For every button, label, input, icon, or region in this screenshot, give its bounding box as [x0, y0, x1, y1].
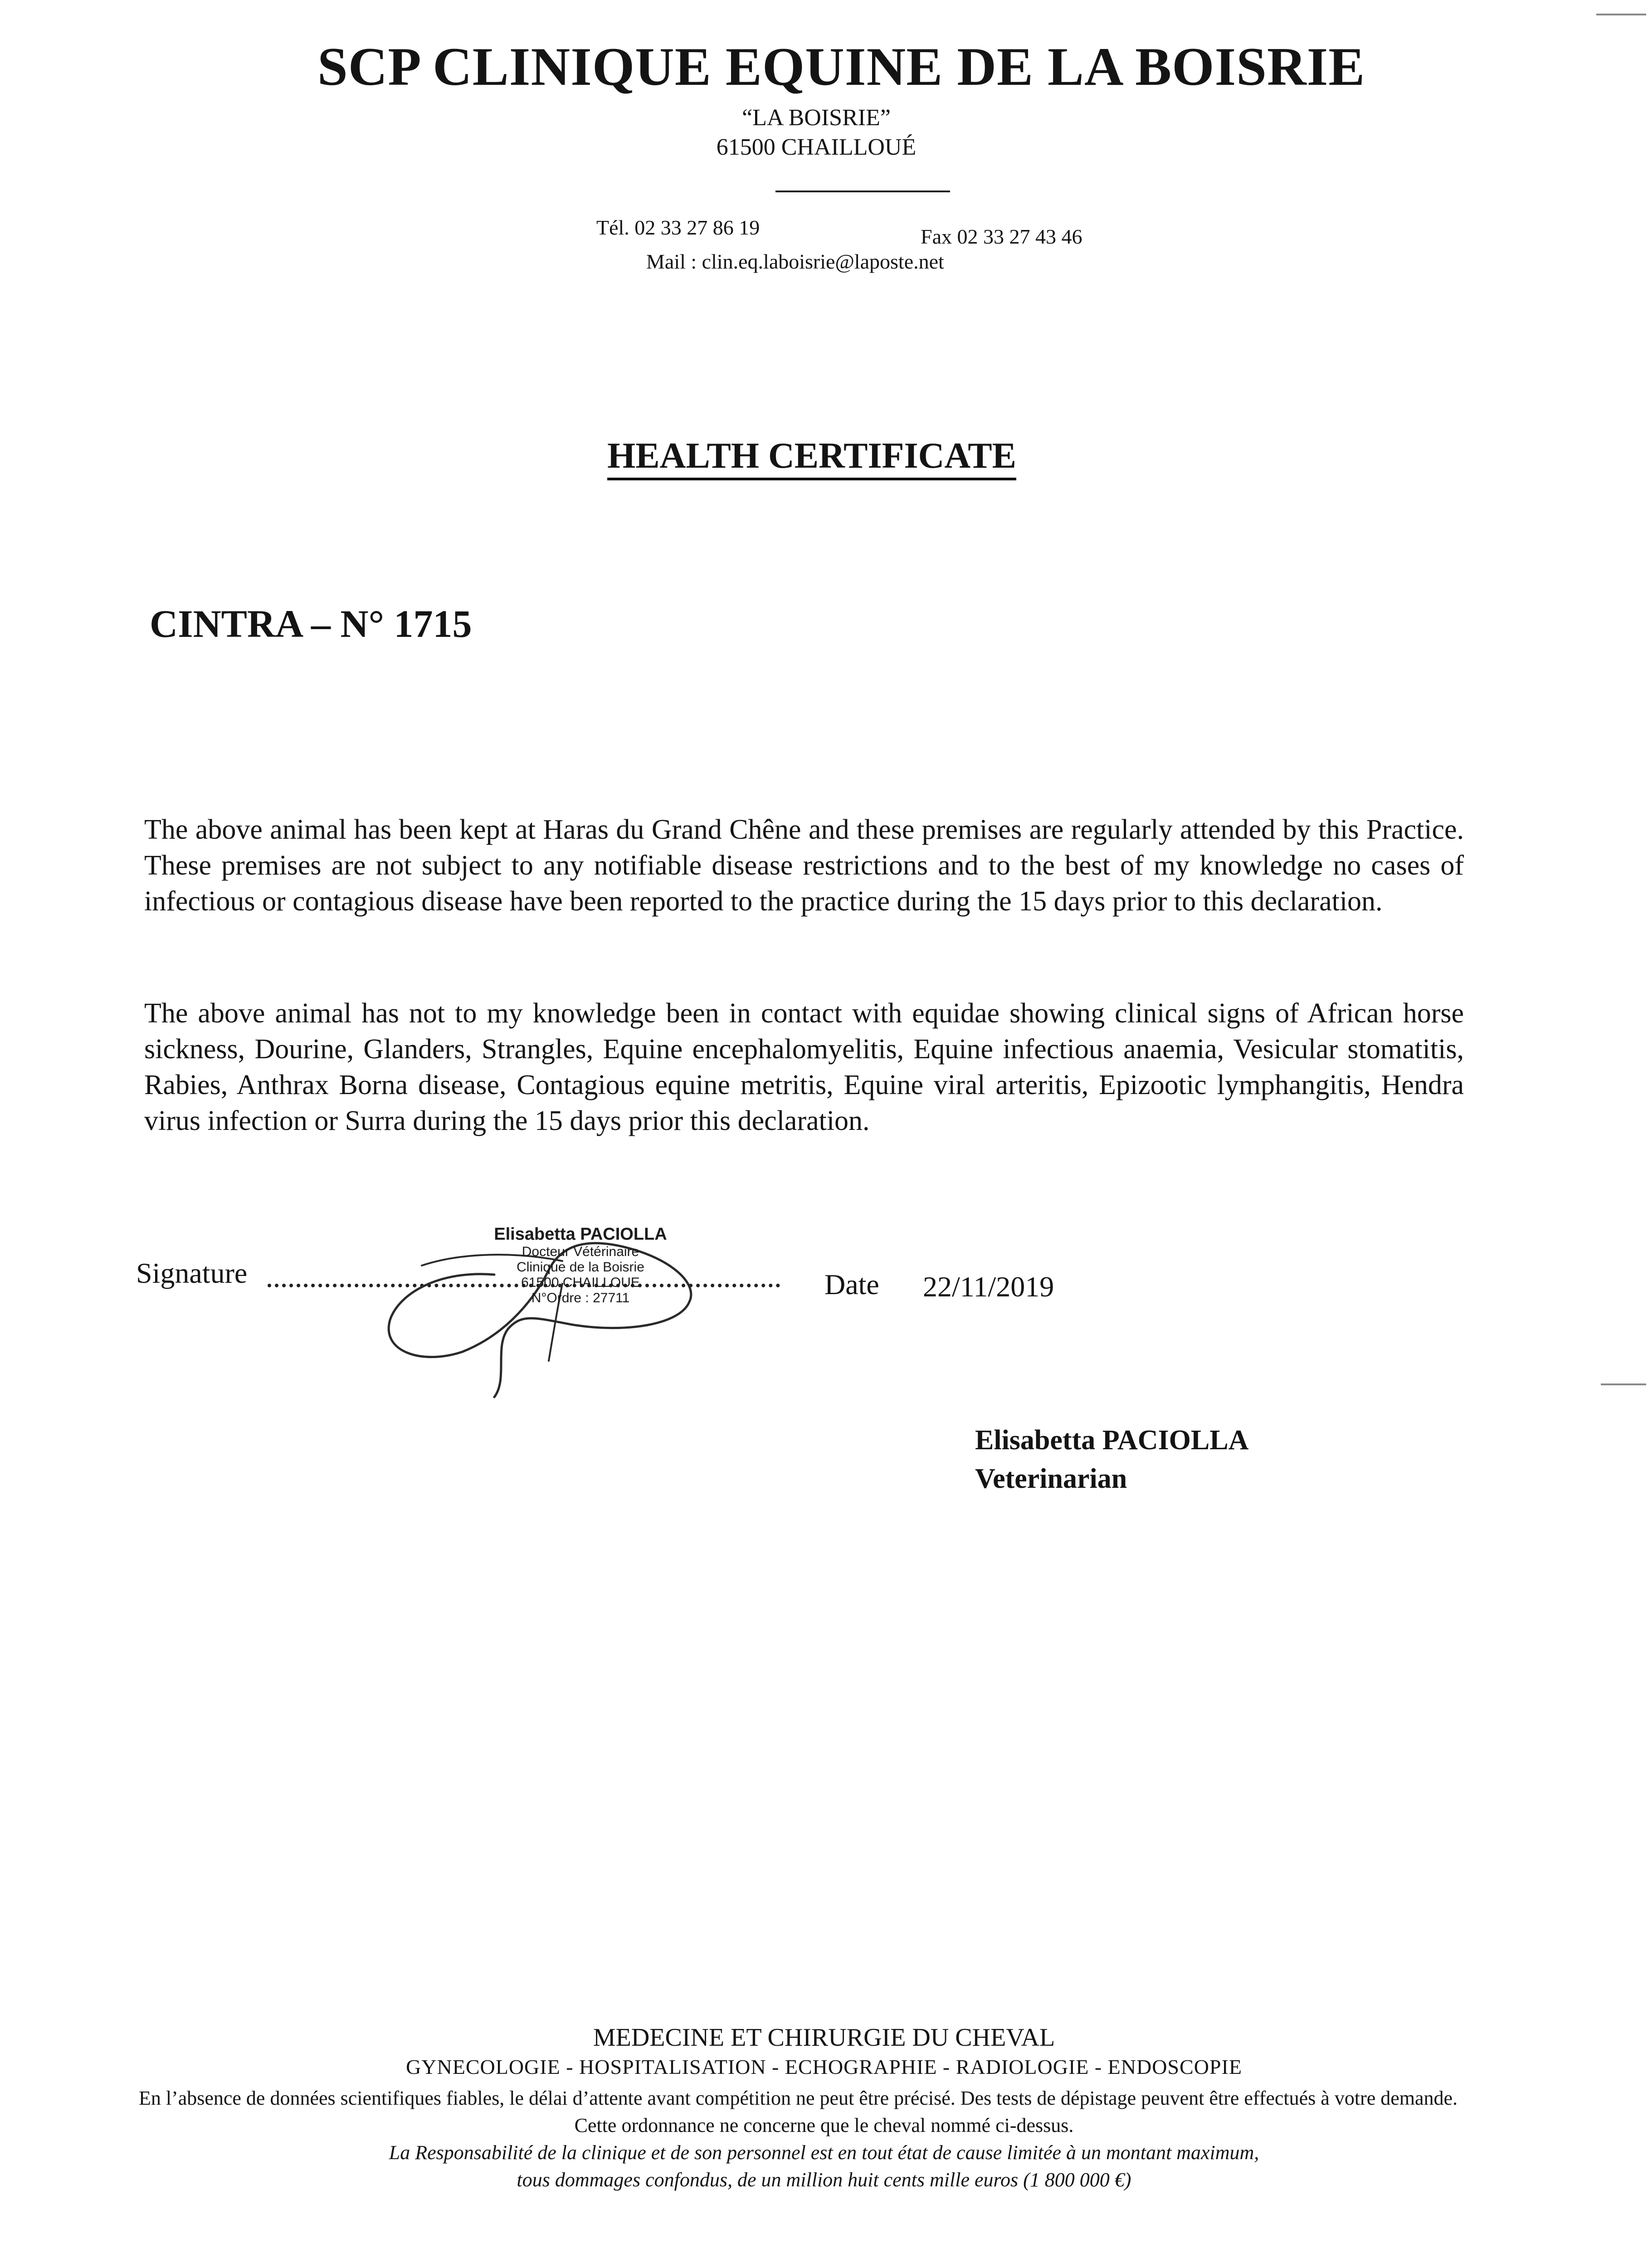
- stamp-order-number: N°Ordre : 27711: [531, 1290, 630, 1305]
- footer-prescription-note: Cette ordonnance ne concerne que le cheval nommé ci-dessus.: [574, 2114, 1074, 2136]
- footer-services: GYNECOLOGIE - HOSPITALISATION - ECHOGRAPHIE - RADIOLOGIE - ENDOSCOPIE: [406, 2055, 1242, 2078]
- clinic-fax: Fax 02 33 27 43 46: [921, 225, 1082, 248]
- signatory-name: Elisabetta PACIOLLA: [975, 1425, 1249, 1456]
- certificate-paragraph-contact: The above animal has not to my knowledge been in contact with equidae showing clinical signs of African horse sickness, Dourine, Glanders, Strangles, Equine encephalomyelitis, Equine infectious anaemia, Vesicular stomatitis, Rabies, Anthrax Borna disease, Contagious equine metritis, Equine viral arteritis, Epizootic lymphangitis, Hendra virus infection or Surra during the 15 days prior this declaration.: [144, 998, 1464, 1136]
- clinic-name: SCP CLINIQUE EQUINE DE LA BOISRIE: [317, 36, 1365, 97]
- scan-edge-mark-right: [1601, 1383, 1646, 1385]
- footer-specialty: MEDECINE ET CHIRURGIE DU CHEVAL: [593, 2024, 1055, 2052]
- certificate-reference: CINTRA – N° 1715: [150, 602, 472, 645]
- clinic-telephone: Tél. 02 33 27 86 19: [596, 216, 760, 239]
- header-divider: [775, 191, 950, 192]
- signature-label: Signature: [136, 1257, 248, 1289]
- clinic-postal-city: 61500 CHAILLOUÉ: [716, 134, 917, 160]
- footer-liability-1: La Responsabilité de la clinique et de son personnel est en tout état de cause limitée à un montant maximum,: [389, 2141, 1259, 2164]
- date-value: 22/11/2019: [923, 1271, 1054, 1303]
- certificate-title-text: HEALTH CERTIFICATE: [607, 436, 1016, 480]
- footer-liability-2: tous dommages confondus, de un million huit cents mille euros (1 800 000 €): [517, 2169, 1131, 2191]
- signatory-role: Veterinarian: [975, 1463, 1127, 1494]
- date-label: Date: [824, 1268, 879, 1300]
- scan-edge-mark-top: [1596, 14, 1646, 15]
- stamp-clinic: Clinique de la Boisrie: [517, 1260, 644, 1275]
- veterinary-stamp: [490, 1225, 671, 1306]
- clinic-email: Mail : clin.eq.laboisrie@laposte.net: [646, 250, 944, 273]
- stamp-name: Elisabetta PACIOLLA: [494, 1225, 667, 1244]
- footer-disclaimer: En l’absence de données scientifiques fiables, le délai d’attente avant compétition ne peut être précisé. Des tests de dépistage peuvent être effectués à votre demande.: [138, 2087, 1458, 2109]
- certificate-paragraph-premises: The above animal has been kept at Haras du Grand Chêne and these premises are regularly attended by this Practice. These premises are not subject to any notifiable disease restrictions and to the best of my knowledge no cases of infectious or contagious disease have been reported to the practice during the 15 days prior to this declaration.: [144, 814, 1464, 917]
- clinic-place: “LA BOISRIE”: [742, 105, 891, 131]
- stamp-city: 61500 CHAILLOUE: [521, 1275, 640, 1290]
- certificate-title: [499, 435, 1125, 477]
- stamp-title: Docteur Vétérinaire: [522, 1244, 639, 1259]
